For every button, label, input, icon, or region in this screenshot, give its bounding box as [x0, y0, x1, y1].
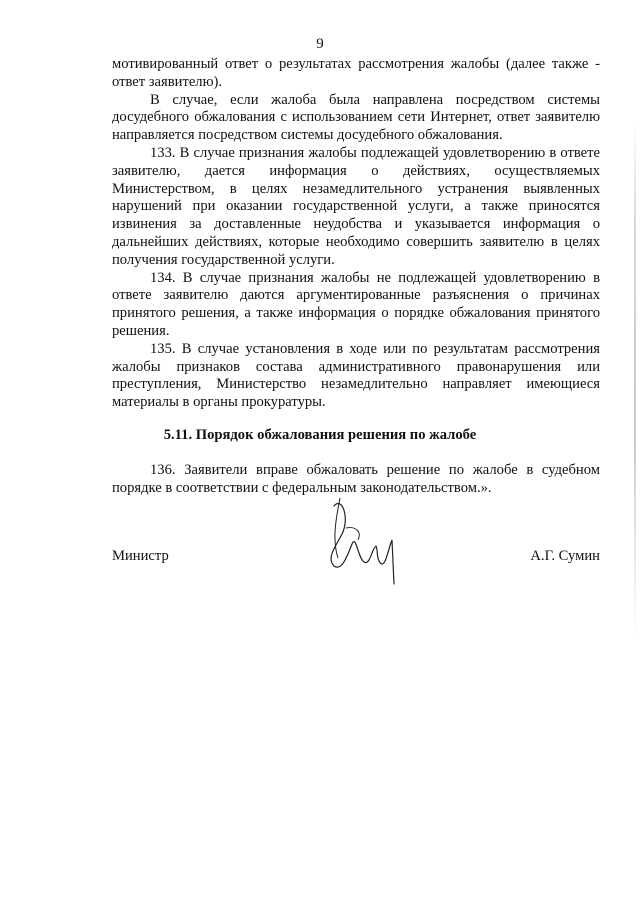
paragraph-136: 136. Заявители вправе обжаловать решение по жалобе в судебном порядке в соответствии с федеральным законодательством.».: [112, 462, 600, 496]
paragraph-134: 134. В случае признания жалобы не подлежащей удовлетворению в ответе заявителю даются аргументированные разъяснения о причинах принятого решения, а также информация о порядке обжалования принятого решения.: [112, 269, 600, 339]
paragraph-135: 135. В случае установления в ходе или по результатам рассмотрения жалобы признаков состава административного правонарушения или преступления, Министерство незамедлительно направляет имеющиеся материалы в органы прокуратуры.: [112, 340, 600, 411]
handwritten-signature: [312, 488, 412, 588]
scan-edge-shadow: [634, 120, 636, 640]
signer-name: А.Г. Сумин: [530, 548, 600, 564]
section-heading: 5.11. Порядок обжалования решения по жалобе: [163, 427, 477, 443]
document-body: [112, 56, 600, 412]
page-number: 9: [316, 36, 324, 52]
paragraph-continuation: мотивированный ответ о результатах рассмотрения жалобы (далее также - ответ заявителю).: [112, 56, 600, 90]
paragraph-internet-appeal: В случае, если жалоба была направлена посредством системы досудебного обжалования с использованием сети Интернет, ответ заявителю направляется посредством системы досудебного обжалования.: [112, 91, 600, 144]
signer-position: Министр: [112, 548, 169, 564]
paragraph-133: 133. В случае признания жалобы подлежащей удовлетворению в ответе заявителю, дается информация о действиях, осуществляемых Министерством, в целях незамедлительного устранения выявленных нарушений при оказании государственной услуги, а также приносятся извинения за доставленные неудобства и указывается информация о дальнейших действиях, которые необходимо совершить заявителю в целях получения государственной услуги.: [112, 144, 600, 268]
